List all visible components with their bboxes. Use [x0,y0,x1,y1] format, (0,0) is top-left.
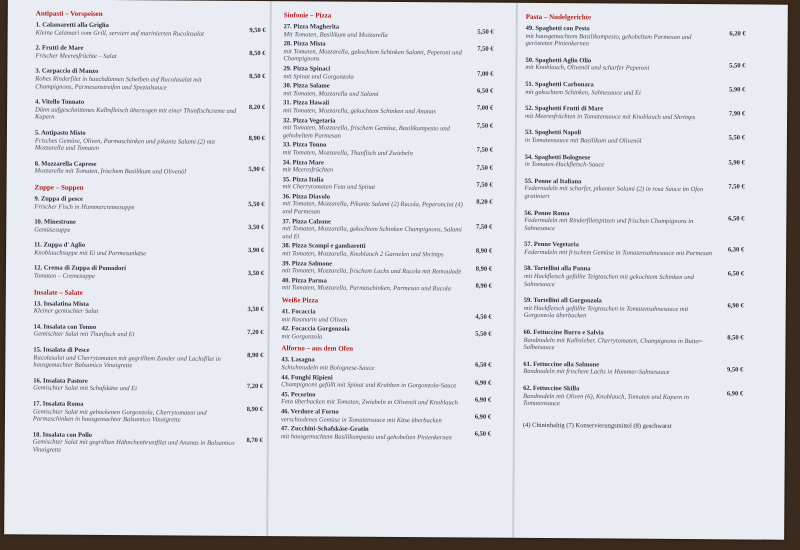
item-description: mit gekochtem Schinken, Sahnesauce und Ei [525,88,641,97]
item-name: 57. Penne Vegetaria [524,241,579,249]
item-description: Champignons gefüllt mit Spinat und Krabben in Gorgonzola-Sauce [281,381,457,390]
menu-item [36,21,266,38]
item-description: mit Meeresfrüchten in Tomatensauce mit Knoblauch und Shrimps [525,112,696,121]
menu-item [524,178,744,202]
column-3 [522,9,746,536]
item-price: 8,90 € [247,351,264,360]
item-price: 9,50 € [249,26,266,35]
item-price: 6,50 € [474,430,491,438]
item-description: mit Gorgonzola [281,332,323,341]
menu-item [281,374,491,391]
item-name: 59. Tortellini all Gorgonzola [523,297,602,305]
item-price: 4,50 € [475,313,492,321]
item-description: mit Spinat und Gorgonzola [283,72,354,81]
section-title: Antipasti – Vorspeisen [35,9,103,18]
item-price: 6,50 € [475,361,492,370]
item-price: 7,50 € [476,122,494,130]
menu-sheet [4,0,788,540]
item-description: mit Tomaten, Mozzarella, Thunfisch und Zwiebeln [282,149,413,158]
item-price: 7,50 € [476,164,493,172]
item-name: 18. Insalata con Pollo [32,431,93,439]
menu-item [283,159,493,176]
menu-item [34,323,264,340]
item-name: 32. Pizza Vegetaria [283,116,336,125]
item-name: 49. Spaghetti con Pesto [525,24,590,33]
menu-item [33,347,263,371]
menu-item [525,153,745,170]
item-name: 16. Insalata Pastore [33,377,88,385]
item-price: 6,50 € [476,87,494,95]
item-price: 5,90 € [728,86,746,94]
section-title: Alforno – aus dem Ofen [281,344,354,354]
item-description: mit Tomaten, Mozzarella, Parmaschinken, Parmesan und Rucola [281,284,451,293]
item-name: 5. Antipasto Misto [34,129,86,137]
item-price: 6,90 € [474,396,492,404]
item-price: 8,20 € [476,198,493,206]
item-price: 7,50 € [476,181,493,189]
item-description: in Tomatensauce mit Basilikum und Olivenöl [524,136,642,145]
item-price: 9,50 € [727,366,744,374]
item-description: mit Tomaten, Mozzarella, gekochtem Schinken und Ananas [283,107,436,116]
item-description: Rohes Rinderfilet in hauchdünnen Scheiben auf Rucolasalat mit Champignons, Parmesanstreifen und Spezialsauce [35,75,202,91]
menu-item [283,100,493,117]
item-price: 6,50 € [727,270,744,278]
item-description: mit Meeresfrüchten [282,166,334,174]
item-description: Kleine Calamari vom Grill, serviert auf marinierten Rucolasalat [35,29,204,38]
item-name: 12. Crema di Zuppa di Pomodori [33,264,127,273]
item-name: 53. Spaghetti Napoli [524,129,582,137]
item-name: 58. Tortellini alla Panna [523,265,591,273]
item-price: 8,50 € [727,334,744,342]
footnote: (4) Chininhaltig (7) Konservierungsmittel (8) geschwärzt [522,421,672,430]
item-description: mit Tomaten, Mozzarella, gekochtem Schinken Champignons, Salami und Ei [282,225,462,241]
menu-item [525,129,745,146]
item-description: mit hausgemachtem Basilikumpesto und gehobelten Pinienkernen [280,432,452,442]
menu-item [282,218,492,242]
menu-item [282,277,492,294]
item-description: Rucolasalat und Cherrytomaten mit gegrilltem Zander und Lachsfilet in hausgemachter Balsamico Vinaigrette [33,354,221,370]
item-price: 7,50 € [728,183,745,191]
item-description: Frischer Meeresfrüchte – Salat [35,52,117,60]
item-price: 8,20 € [248,104,266,112]
item-name: 51. Spaghetti Carbonara [525,80,594,89]
item-price: 8,90 € [475,282,492,290]
item-name: 39. Pizza Salmone [282,259,333,268]
item-description: Mozzarella mit Tomaten, frischem Basilikum und Olivenöl [34,167,187,176]
item-price: 7,00 € [476,104,494,113]
menu-item [283,65,493,82]
menu-item [524,241,744,258]
item-name: 1. Calamaretti alla Griglia [35,21,109,29]
menu-item [34,265,264,282]
item-description: Kleiner gemischter Salat [33,307,99,316]
item-price: 6,90 € [474,379,492,387]
item-description: mit Hackfleisch gefüllte Teigtaschen mit gekochtem Schinken und Sahnesauce [523,272,694,288]
menu-item [283,142,493,159]
item-price: 3,50 € [248,224,265,232]
item-price: 8,90 € [246,405,264,414]
item-price: 3,50 € [247,305,264,313]
item-price: 6,50 € [728,214,745,222]
item-description: Federnudeln mit Rinderfiletspitzen und frischen Champignons in Sahnesauce [524,216,694,232]
item-name: 34. Pizza Mare [282,158,324,166]
item-name: 50. Spaghetti Aglio Olio [525,56,592,65]
item-price: 5,90 € [728,158,745,166]
item-description: mit Tomaten, Mozzarella, gekochtem Schinken Salami, Peperoni und Champignons [283,47,462,63]
item-price: 7,00 € [477,70,494,78]
item-price: 7,50 € [476,146,493,154]
fold-line [266,1,272,536]
item-name: 61. Fettuccine alla Salmone [523,360,600,369]
section-title: Sinfonie – Pizza [283,11,332,20]
item-name: 33. Pizza Tonno [282,141,327,149]
menu-item [281,391,491,408]
menu-item [283,82,493,99]
item-name: 11. Zuppa d' Aglio [34,241,86,250]
menu-item [523,329,743,353]
menu-item [281,357,491,374]
section-title: Pasta – Nudelgerichte [525,12,592,22]
item-price: 7,50 € [477,45,494,53]
item-description: Mit Tomaten, Basilikum und Mozzarella [283,30,388,39]
section-title: Zuppe – Suppen [34,183,84,192]
item-name: 54. Spaghetti Bolognese [524,153,591,161]
fold-line [512,3,518,538]
menu-item [33,400,263,424]
item-description: mit Hackfleisch gefüllte Teigtaschen in Tomatensahnesauce mit Gorgonzola überbacken [523,304,689,320]
item-price: 5,50 € [729,62,746,70]
item-name: 29. Pizza Spinaci [283,65,331,73]
menu-item [34,242,264,259]
item-description: Bandnudeln mit Oliven (6), Knoblauch, Tomaten und Kapern in Tomatensauce [523,392,689,408]
item-price: 8,90 € [475,265,493,273]
item-price: 8,70 € [246,436,263,444]
menu-item [525,105,745,122]
menu-item [282,308,492,325]
item-price: 6,90 € [727,302,744,310]
menu-item [283,40,493,64]
item-price: 7,50 € [476,223,493,231]
menu-item [523,385,743,409]
item-description: Gemischter Salat mit gebackenen Gorgonzola, Cherrytomaten und Parmaschinken in hausgemachter Balsamico Vinaigrette [32,408,207,424]
item-name: 30. Pizza Salame [283,82,330,90]
item-price: 5,50 € [248,200,265,208]
item-description: Gemüsesuppe [34,226,71,234]
item-name: 13. Insalatina Mista [33,300,89,308]
item-description: mit Tomaten, Mozzarella und Salami [283,89,379,98]
item-description: Feta überbacken mit Tomaten, Zwiebeln in Olivenöl und Knoblauch [281,398,458,407]
menu-item [35,99,265,123]
item-price: 6,90 € [474,413,491,421]
item-name: 10. Minestrone [34,218,76,226]
menu-item [34,300,264,317]
item-name: 2. Frutti de Mare [35,44,84,52]
item-price: 8,50 € [249,50,266,58]
menu-item [35,129,265,153]
menu-item [523,361,743,378]
menu-item [33,431,263,455]
item-description: Bandnudeln mit Kalbsleber, Cherrytomaten, Champignons in Butter- Salbeisauce [523,336,703,352]
item-description: Frischer Fisch in Hummercremesuppe [34,202,135,211]
menu-item [281,408,491,425]
item-description: Frisches Gemüse, Oliven, Parmaschinken und pikante Salami (2) mit Mozzarella und Tomaten [34,137,216,153]
item-price: 5,50 € [728,134,745,142]
section-title: Insalate – Salate [33,288,83,297]
item-name: 55. Penne al Italiana [524,177,582,186]
item-name: 8. Mozzarella Caprese [34,160,97,168]
menu-item [524,297,744,321]
menu-item [525,81,745,98]
item-description: Tomaten – Cremesuppe [33,272,95,280]
column-1 [32,5,266,532]
item-name: 42. Focaccia Gorgonzola [281,325,350,333]
item-price: 3,90 € [247,247,265,255]
item-description: mit Tomaten, Mozzarella, Pikante Salami (2) Rucola, Peperoncini (4) und Parmesan [282,200,463,216]
item-description: mit Knoblauch, Olivenöl und scharfer Peperoni [525,64,650,73]
menu-item [524,265,744,289]
menu-item [283,117,493,141]
menu-item [282,243,492,260]
item-price: 5,50 € [477,28,494,36]
section-title: Weiße Pizza [281,296,319,305]
item-name: 46. Verdure al Forno [280,408,339,416]
item-name: 27. Pizza Magherita [283,23,340,31]
item-price: 3,50 € [247,270,264,278]
item-name: 31. Pizza Hawaii [283,99,330,107]
item-description: Bandnudeln mit frischem Lachs in Hummer-Sahnesauce [523,368,670,377]
item-name: 37. Pizza Calzone [282,217,331,226]
item-price: 8,90 € [248,134,265,143]
item-price: 6,30 € [727,246,745,254]
item-name: 40. Pizza Parma [281,277,327,285]
item-description: Gemischter Salat mit Thunfisch und Ei [33,330,135,339]
item-name: 45. Pecorino [281,390,316,399]
item-name: 28. Pizza Mista [283,40,326,48]
item-description: in Tomaten-Hackfleisch-Sauce [524,161,605,169]
item-name: 9. Zuppa di pesce [34,195,83,203]
item-name: 4. Vitello Tonnato [35,98,85,106]
item-name: 38. Pizza Scampi e gambaretti [282,242,366,251]
item-name: 15. Insalata di Pesce [33,346,90,354]
menu-item [34,195,264,212]
item-description: Schichtnudeln mit Bolognese-Sauce [281,364,375,372]
item-description: Gemischter Salat mit gegrillten Hähnchenbrustfilet und Ananas in Balsamico Vinaigrette [32,438,235,454]
item-name: 44. Funghi Ripieni [281,373,333,382]
item-name: 60. Fettuccine Burro e Salvia [523,328,604,337]
menu-item [284,23,494,40]
menu-item [524,209,744,233]
item-description: verschiedenes Gemüse in Tomatensauce mit Käse überbacken [280,415,442,424]
item-name: 3. Carpaccio di Manzo [35,67,99,76]
item-name: 47. Zucchini-Schafskäse-Gratin [280,425,369,433]
item-description: mit hausgemachtem Basilikumpesto, gehobeltem Parmesan und gerösteten Pinienkernen [525,32,692,48]
item-description: mit Tomaten, Mozzarella, Knoblauch 2 Garnelen und Shrimps [282,250,444,259]
item-name: 35. Pizza Italia [282,175,324,184]
item-description: Gemischter Salat mit Schafskäse und Ei [33,384,137,393]
item-name: 62. Fettuccine Skilla [523,384,580,393]
item-description: Federnudeln mit frischem Gemüse in Tomatensahnesauce mit Parmesan [524,248,713,258]
item-name: 56. Penne Roma [524,209,570,217]
item-price: 7,90 € [728,110,746,118]
menu-item [282,260,492,277]
item-price: 6,20 € [729,30,746,38]
item-name: 17. Insalata Roma [33,400,84,408]
item-description: mit Cherrytomaten Feta und Spinat [282,183,376,192]
item-price: 8,50 € [249,73,266,81]
item-name: 43. Lasagna [281,356,315,364]
item-price: 7,20 € [247,328,264,336]
menu-item [33,377,263,394]
item-description: mit Tomaten, Mozzarella, frischem Lachs und Rucola mit Remoulade [281,267,462,276]
item-description: Knoblauchsuppe mit Ei und Parmesankäse [34,249,147,258]
item-name: 14. Insalata con Tonno [33,323,97,331]
item-price: 5,90 € [248,165,265,173]
menu-item [282,325,492,342]
item-name: 36. Pizza Diavolo [282,193,331,201]
menu-item [34,219,264,236]
menu-item [526,25,746,49]
menu-item [35,68,265,92]
item-price: 8,90 € [475,247,493,256]
menu-item [525,57,745,74]
item-description: mit Rosmarin und Oliven [281,315,348,324]
item-price: 5,50 € [475,330,492,338]
item-description: Dünn aufgeschnittenes Kalbsfleisch überzogen mit einer Thunfischcreme und Kapern [35,106,237,121]
menu-item [282,193,492,217]
menu-item [281,425,491,442]
item-name: 41. Focaccia [281,308,316,316]
item-description: Federnudeln mit scharfer, pikanter Salami (2) in rosa Sauce im Ofen gratiniert [524,185,704,200]
item-name: 52. Spaghetti Frutti di Mare [525,105,604,113]
item-price: 7,20 € [246,382,264,390]
menu-item [283,176,493,193]
item-price: 6,90 € [726,390,744,398]
column-2 [280,7,494,533]
item-description: mit Tomaten, Mozzarella, frischem Gemüse, Basilikumpesto und gehobeltem Parmesan [282,124,450,140]
menu-item [35,45,265,62]
menu-item [35,160,265,177]
